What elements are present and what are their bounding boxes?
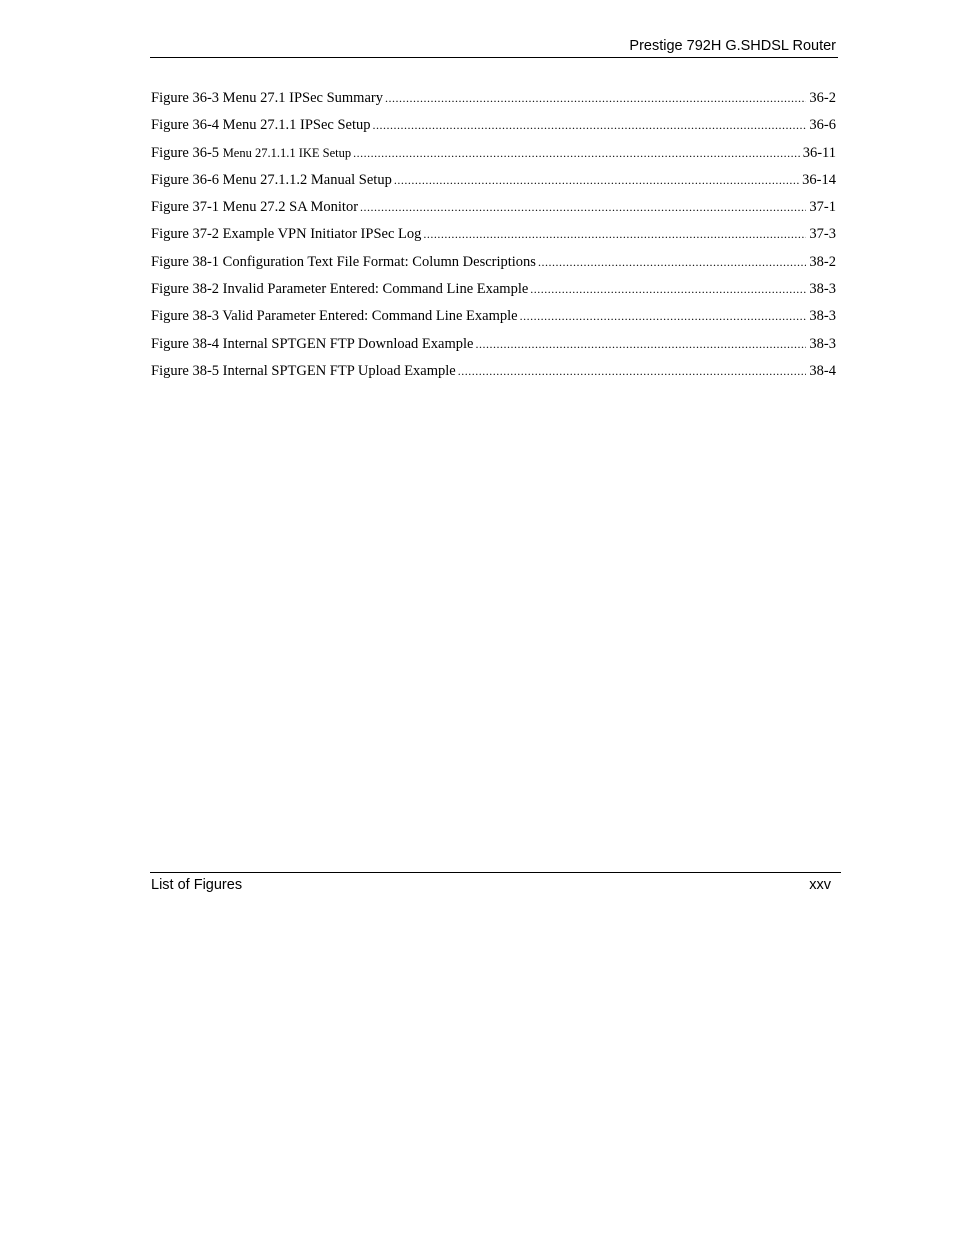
toc-entry-page: 36-11 — [802, 144, 836, 161]
list-of-figures — [151, 88, 836, 388]
toc-entry-page: 36-2 — [809, 90, 836, 106]
toc-entry[interactable] — [151, 306, 836, 333]
toc-entry-page: 38-2 — [809, 253, 836, 270]
dot-leader — [520, 306, 807, 326]
toc-entry[interactable] — [151, 115, 836, 142]
dot-leader — [530, 279, 806, 299]
toc-entry[interactable] — [151, 252, 836, 279]
toc-entry[interactable] — [151, 197, 836, 224]
toc-entry-label: Figure 36-6 Menu 27.1.1.2 Manual Setup — [151, 171, 392, 188]
footer-page-number: xxv — [809, 877, 831, 893]
toc-entry-label: Figure 37-1 Menu 27.2 SA Monitor — [151, 199, 359, 216]
toc-entry-label: Figure 36-5 Menu 27.1.1.1 IKE Setup — [151, 144, 352, 161]
toc-entry-label: Figure 38-4 Internal SPTGEN FTP Download Example — [151, 335, 474, 352]
dot-leader — [373, 115, 807, 135]
toc-entry-label: Figure 38-5 Internal SPTGEN FTP Upload Example — [151, 362, 456, 379]
toc-entry-label: Figure 38-1 Configuration Text File Format: Column Descriptions — [151, 253, 536, 270]
page-header — [150, 37, 838, 58]
document-title: Prestige 792H G.SHDSL Router — [629, 38, 836, 54]
page-footer — [150, 872, 841, 893]
toc-entry[interactable] — [151, 88, 836, 115]
toc-entry-page: 38-3 — [809, 281, 836, 298]
toc-entry-label: Figure 36-4 Menu 27.1.1 IPSec Setup — [151, 117, 371, 134]
toc-entry-page: 38-4 — [809, 362, 836, 379]
toc-entry[interactable] — [151, 334, 836, 361]
toc-entry[interactable] — [151, 279, 836, 306]
footer-section-title: List of Figures — [151, 877, 243, 893]
dot-leader — [353, 143, 800, 163]
dot-leader — [475, 334, 806, 354]
dot-leader — [360, 197, 806, 217]
toc-entry-page: 38-3 — [809, 308, 836, 325]
toc-entry-page: 37-3 — [809, 226, 836, 243]
dot-leader — [385, 88, 806, 108]
dot-leader — [423, 224, 806, 244]
toc-entry-page: 37-1 — [809, 199, 836, 216]
dot-leader — [394, 170, 799, 190]
toc-entry-page: 36-6 — [809, 117, 836, 134]
dot-leader — [458, 361, 807, 381]
toc-entry[interactable] — [151, 224, 836, 251]
toc-entry-label: Figure 37-2 Example VPN Initiator IPSec Log — [151, 226, 422, 243]
toc-entry[interactable] — [151, 170, 836, 197]
toc-entry-page: 36-14 — [802, 171, 836, 188]
toc-entry[interactable] — [151, 143, 836, 170]
toc-entry-page: 38-3 — [809, 335, 836, 352]
toc-entry-label: Figure 38-2 Invalid Parameter Entered: Command Line Example — [151, 281, 529, 298]
dot-leader — [538, 252, 806, 272]
toc-entry[interactable] — [151, 361, 836, 388]
toc-entry-label: Figure 36-3 Menu 27.1 IPSec Summary — [151, 90, 383, 106]
toc-entry-label: Figure 38-3 Valid Parameter Entered: Command Line Example — [151, 308, 518, 325]
